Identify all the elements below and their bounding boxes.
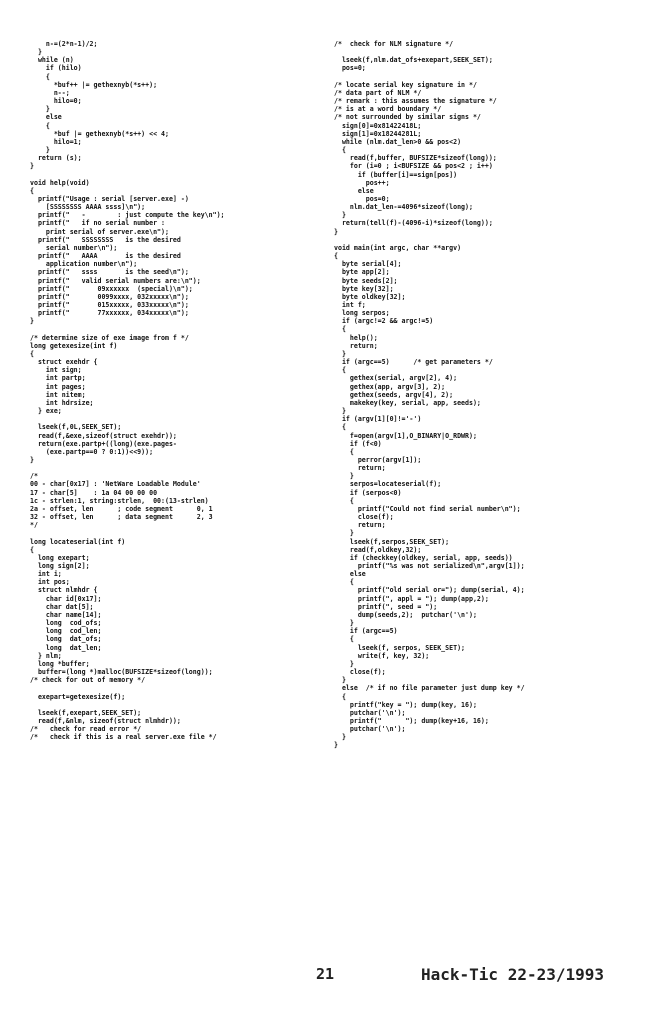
- code-listing-right-column: /* check for NLM signature */ lseek(f,nlm.dat_ofs+exepart,SEEK_SET); pos=0; /* locate serial key signature in */ /* data part of NLM */ /* remark : this assumes the signature */ /* is at a word boundary */ /* not surrounded by similar signs */ sign[0]=0x81422418L; sign[1]=0x18244281L; while (nlm.dat_len>0 && pos<2) { read(f,buffer, BUFSIZE*sizeof(long)); for (i=0 ; i<BUFSIZE && pos<2 ; i++) if (buffer[i]==sign[pos]) pos++; else pos=0; nlm.dat_len-=4096*sizeof(long); } return(tell(f)-(4096-i)*sizeof(long)); } void main(int argc, char **argv) { byte serial[4]; byte app[2]; byte seeds[2]; byte key[32]; byte oldkey[32]; int f; long serpos; if (argc!=2 && argc!=5) { help(); return; } if (argc==5) /* get parameters */ { gethex(serial, argv[2], 4); gethex(app, argv[3], 2); gethex(seeds, argv[4], 2); makekey(key, serial, app, seeds); } if (argv[1][0]!='-') { f=open(argv[1],O_BINARY|O_RDWR); if (f<0) { perror(argv[1]); return; } serpos=locateserial(f); if (serpos<0) { printf("Could not find serial number\n"); close(f); return; } lseek(f,serpos,SEEK_SET); read(f,oldkey,32); if (checkkey(oldkey, serial, app, seeds)) printf("%s was not serialized\n",argv[1]); else { printf("old serial or="); dump(serial, 4); printf(", appl = "); dump(app,2); printf(", seed = "); dump(seeds,2); putchar('\n'); } if (argc==5) { lseek(f, serpos, SEEK_SET); write(f, key, 32); } close(f); } else /* if no file parameter just dump key */ { printf("key = "); dump(key, 16); putchar('\n'); printf(" "); dump(key+16, 16); putchar('\n'); } }: [334, 40, 525, 750]
- code-listing-left-column: n-=(2*n-1)/2; } while (n) if (hilo) { *buf++ |= gethexnyb(*s++); n--; hilo=0; } else { *buf |= gethexnyb(*s++) << 4; hilo=1; } return (s); } void help(void) { printf("Usage : serial [server.exe] -) [SSSSSSSS AAAA ssss]\n"); printf(" - : just compute the key\n"); printf(" if no serial number : print serial of server.exe\n"); printf(" SSSSSSSS is the desired serial number\n"); printf(" AAAA is the desired application number\n"); printf(" ssss is the seed\n"); printf(" valid serial numbers are:\n"); printf(" 09xxxxxx (special)\n"); printf(" 0099xxxx, 032xxxxx\n"); printf(" 015xxxxx, 033xxxxx\n"); printf(" 77xxxxxx, 034xxxxx\n"); } /* determine size of exe image from f */ long getexesize(int f) { struct exehdr { int sign; int partp; int pages; int nitem; int hdrsize; } exe; lseek(f,0L,SEEK_SET); read(f,&exe,sizeof(struct exehdr)); return(exe.partp+((long)(exe.pages- (exe.partp==0 ? 0:1))<<9)); } /* 00 - char[0x17] : 'NetWare Loadable Module' 17 - char[5] : 1a 04 00 00 00 1c - strlen:1, string:strlen, 00:(13-strlen) 2a - offset, len ; code segment 0, 1 32 - offset, len ; data segment 2, 3 */ long locateserial(int f) { long exepart; long sign[2]; int i; int pos; struct nlmhdr { char id[0x17]; char dat[5]; char name[14]; long cod_ofs; long cod_len; long dat_ofs; long dat_len; } nlm; long *buffer; buffer=(long *)malloc(BUFSIZE*sizeof(long)); /* check for out of memory */ exepart=getexesize(f); lseek(f,exepart,SEEK_SET); read(f,&nlm, sizeof(struct nlmhdr)); /* check for read error */ /* check if this is a real server.exe file */: [30, 40, 225, 742]
- magazine-issue-title: Hack-Tic 22-23/1993: [421, 965, 605, 984]
- page-number: 21: [316, 965, 335, 983]
